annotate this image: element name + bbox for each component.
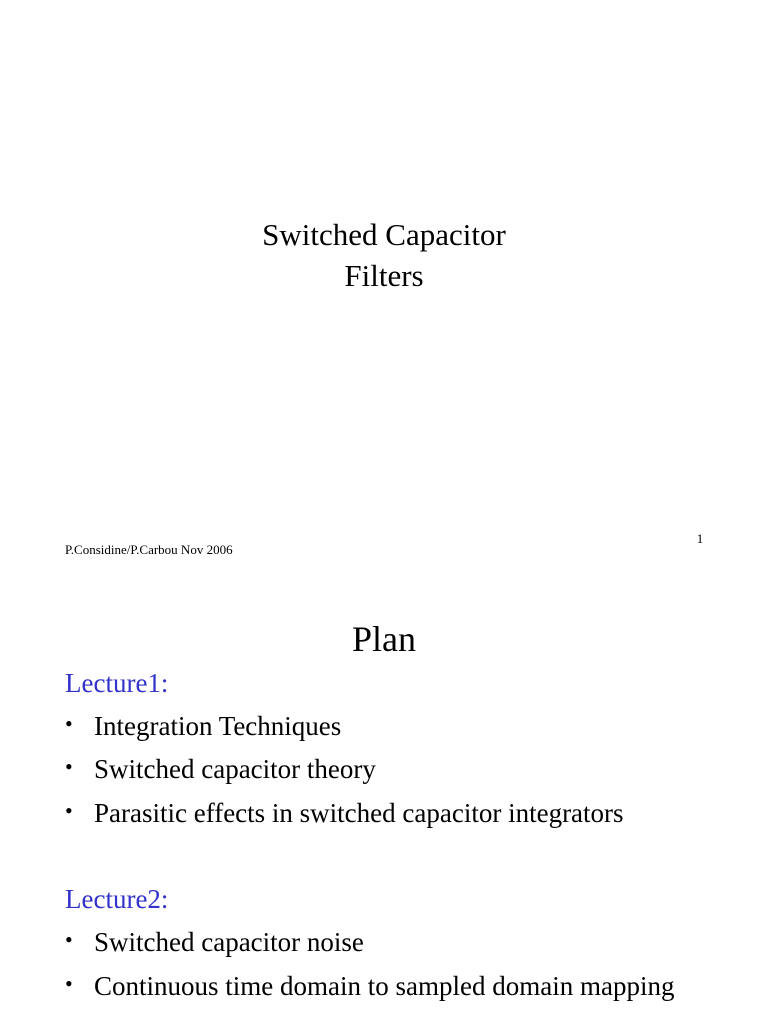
bullet-icon: • [65, 754, 73, 779]
lecture2-heading: Lecture2: [65, 884, 169, 914]
bullet-icon: • [65, 971, 73, 996]
slide-title-line-1: Switched Capacitor [262, 217, 506, 252]
list-item-text: Parasitic effects in switched capacitor integrators [94, 798, 624, 828]
bullet-icon: • [65, 711, 73, 736]
lecture1-heading: Lecture1: [65, 668, 169, 698]
bullet-icon: • [65, 927, 73, 952]
page-number: 1 [696, 531, 704, 546]
list-item-text: Switched capacitor theory [94, 754, 376, 784]
list-item-text: Switched capacitor noise [94, 927, 364, 957]
slide-title-line-2: Filters [344, 258, 424, 293]
plan-slide [0, 578, 768, 1024]
bullet-icon: • [65, 798, 73, 823]
list-item-text: Integration Techniques [94, 711, 342, 741]
slide-footer-authors: P.Considine/P.Carbou Nov 2006 [65, 542, 233, 557]
plan-heading: Plan [351, 619, 416, 659]
list-item-text: Continuous time domain to sampled domain mapping [94, 971, 675, 1001]
